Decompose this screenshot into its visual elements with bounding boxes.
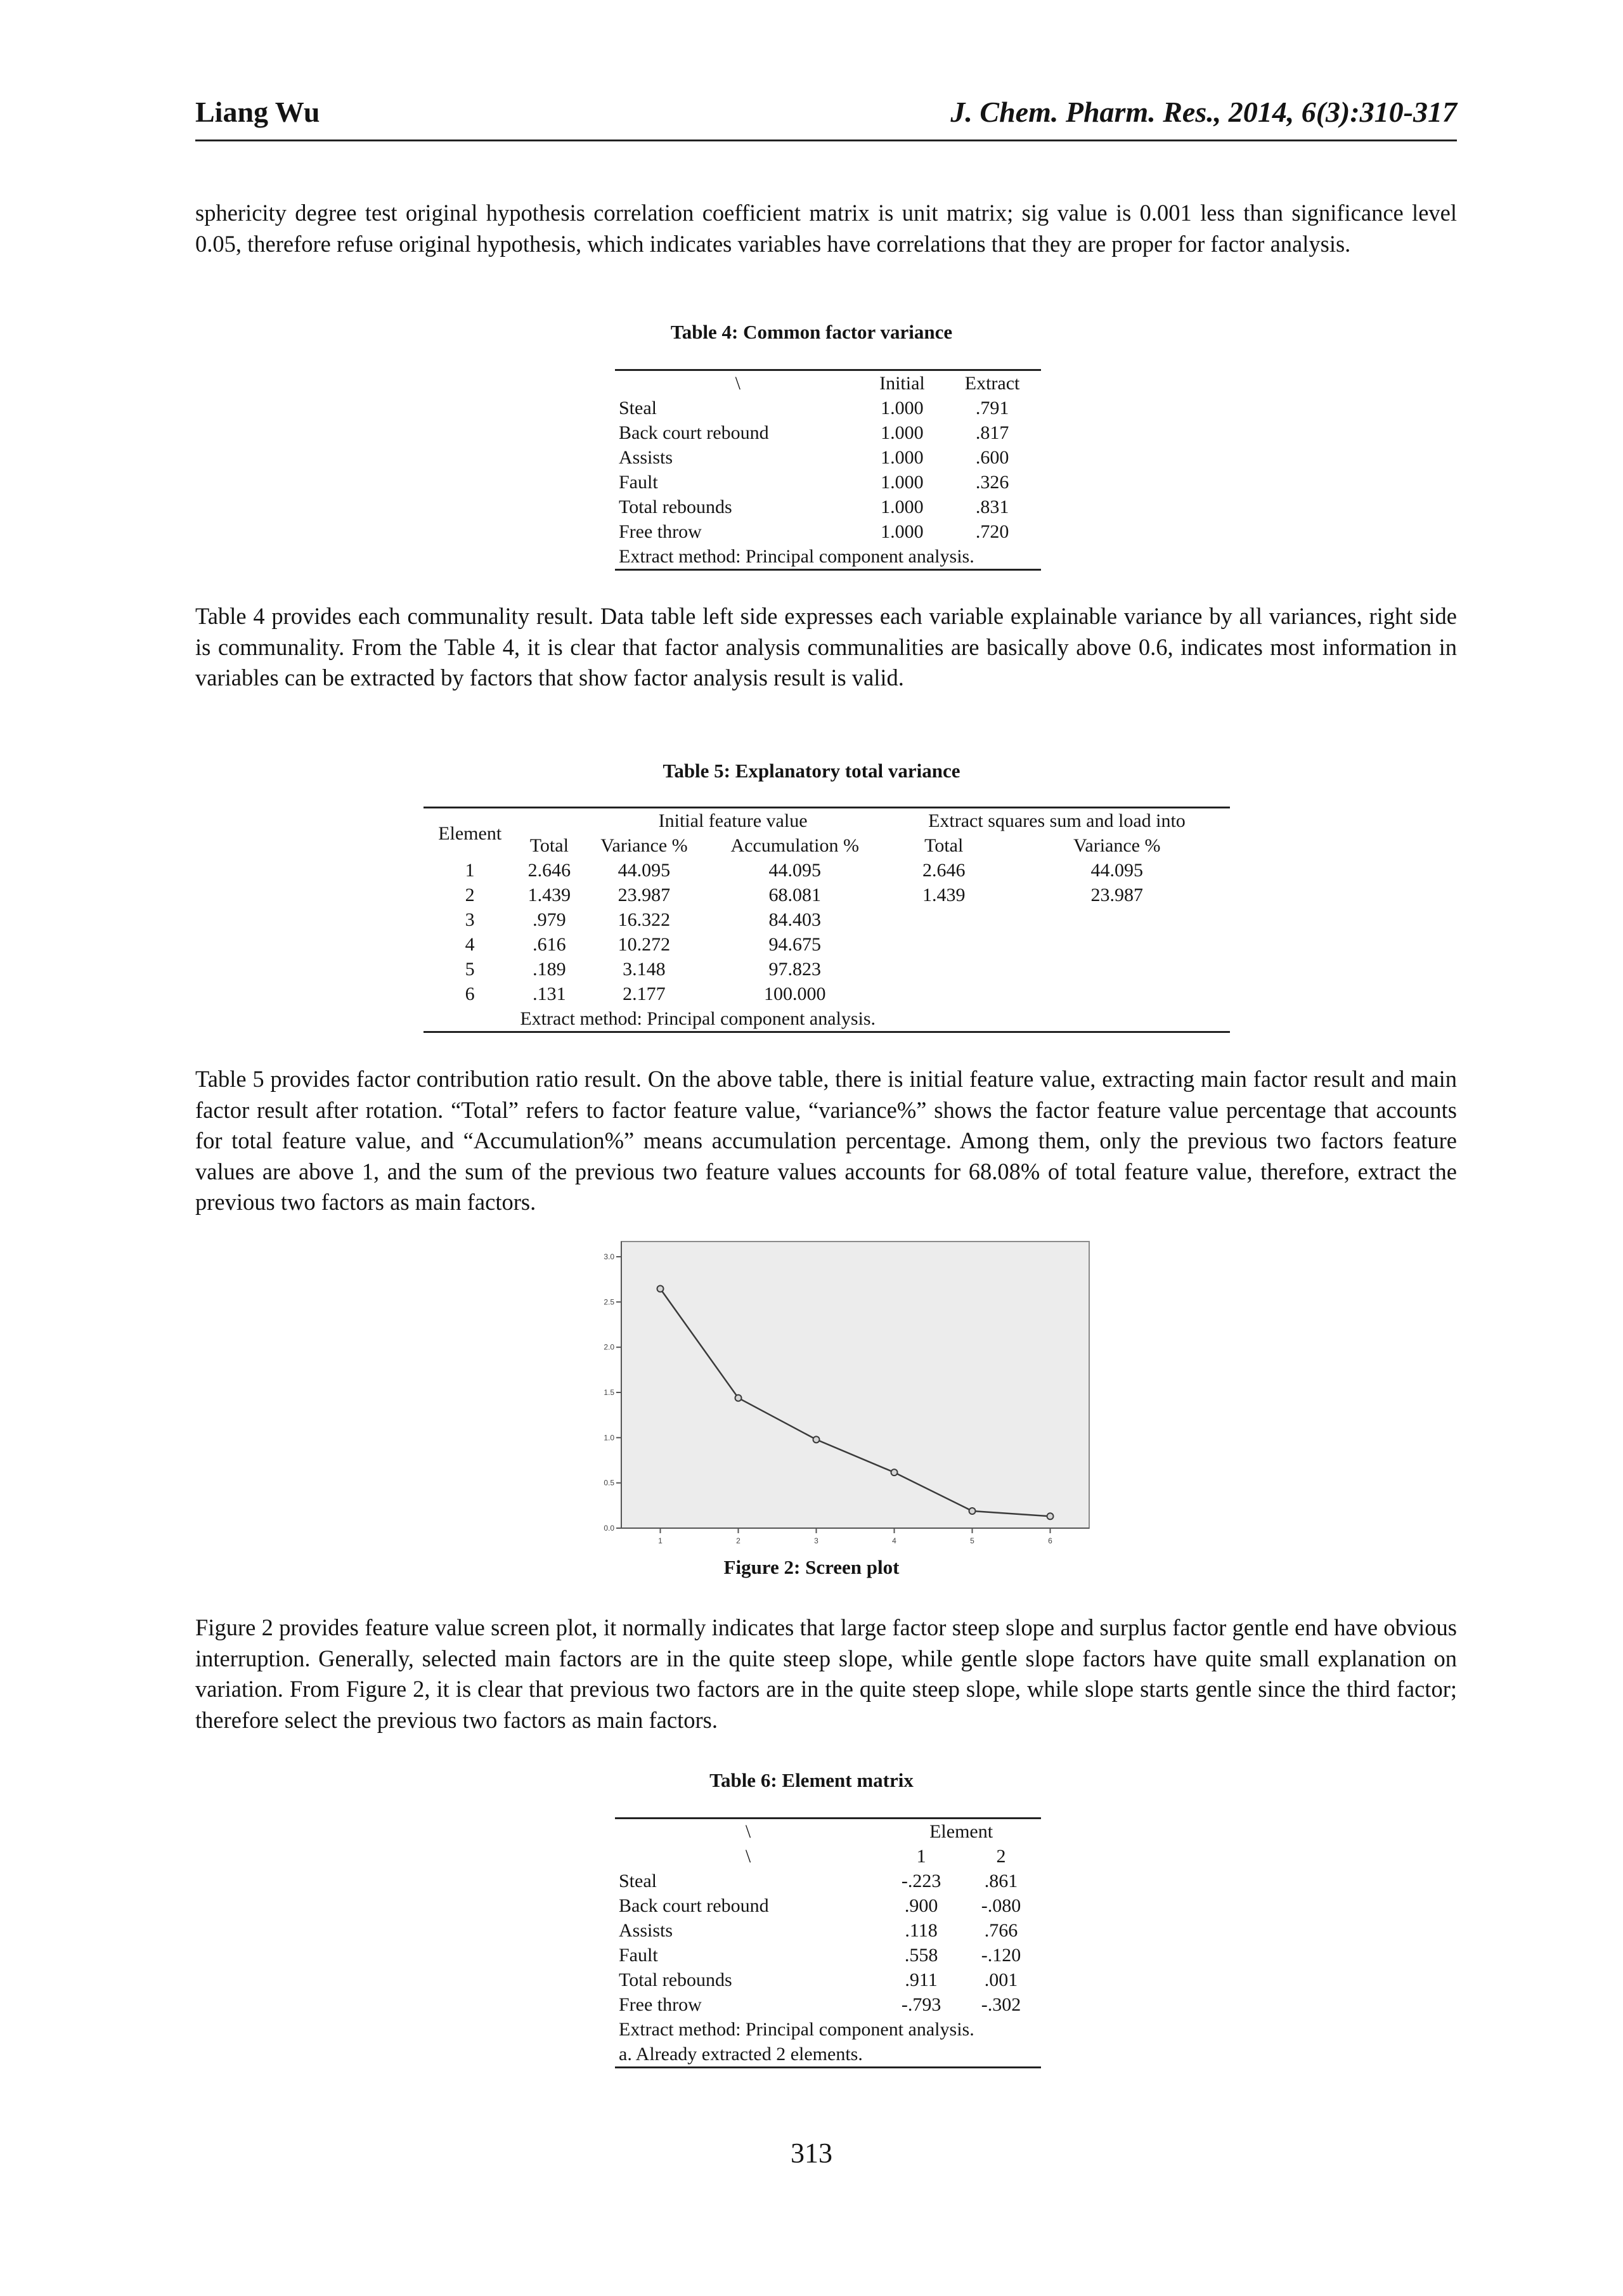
table4-header-extract: Extract <box>964 373 1020 394</box>
table5-header-total: Total <box>529 835 569 856</box>
x-tick-label: 3 <box>814 1536 818 1545</box>
y-tick-label: 2.5 <box>604 1297 614 1307</box>
table-row: 2 1.439 23.987 68.081 1.439 23.987 <box>465 885 1143 905</box>
table-row: Free throw 1.000 .720 <box>619 521 1009 542</box>
table5-header-total2: Total <box>924 835 964 856</box>
x-tick-label: 2 <box>736 1536 740 1545</box>
table-row: Assists .118 .766 <box>619 1920 1018 1941</box>
paragraph-2: Table 4 provides each communality result. Data table left side expresses each variable explainable variance by all variances, right side is communality. From the Table 4, it is clear that factor analysis communalities are basically above 0.6, indicates most information in variables can be extracted by factors that show factor analysis result is valid. <box>195 603 1457 691</box>
header-journal: J. Chem. Pharm. Res., 2014, 6(3):310-317 <box>950 96 1457 128</box>
table5-group-extract: Extract squares sum and load into <box>928 810 1186 831</box>
table-row: 3 .979 16.322 84.403 <box>465 909 821 930</box>
table5-header-variance: Variance % <box>600 835 688 856</box>
data-point <box>969 1508 976 1514</box>
table4-corner: \ <box>735 373 741 394</box>
plot-area <box>621 1242 1089 1528</box>
figure2-caption: Figure 2: Screen plot <box>723 1556 900 1578</box>
table6-header-1: 1 <box>916 1846 926 1867</box>
table4-note: Extract method: Principal component analysis. <box>619 546 974 567</box>
table5-caption: Table 5: Explanatory total variance <box>663 760 960 782</box>
table-row: Total rebounds .911 .001 <box>619 1969 1018 1990</box>
table6-header-2: 2 <box>996 1846 1006 1867</box>
y-tick-label: 2.0 <box>604 1342 614 1352</box>
table-row: Steal -.223 .861 <box>619 1871 1018 1891</box>
y-tick-label: 0.0 <box>604 1524 614 1533</box>
header-rule <box>195 139 1457 141</box>
table-row: 6 .131 2.177 100.000 <box>465 983 826 1004</box>
table-row: Back court rebound 1.000 .817 <box>619 422 1009 443</box>
y-tick-label: 0.5 <box>604 1478 614 1488</box>
table4 <box>615 369 1041 571</box>
table5-header-accum: Accumulation % <box>730 835 859 856</box>
table5-header-variance2: Variance % <box>1073 835 1161 856</box>
y-tick-label: 1.0 <box>604 1433 614 1443</box>
table-row: Back court rebound .900 -.080 <box>619 1895 1021 1916</box>
table6-corner-2: \ <box>745 1846 751 1867</box>
table-row: Free throw -.793 -.302 <box>619 1994 1021 2015</box>
table-row: Total rebounds 1.000 .831 <box>619 496 1009 517</box>
data-point <box>813 1436 820 1443</box>
table-row: Steal 1.000 .791 <box>619 398 1009 418</box>
data-point <box>1047 1513 1054 1519</box>
table-row: 5 .189 3.148 97.823 <box>465 959 821 980</box>
page-number: 313 <box>791 2137 832 2169</box>
page-header <box>195 95 1457 143</box>
table-row: 1 2.646 44.095 44.095 2.646 44.095 <box>465 860 1143 881</box>
table-row: Fault .558 -.120 <box>619 1945 1021 1966</box>
x-tick-label: 6 <box>1048 1536 1052 1545</box>
paragraph-3: Table 5 provides factor contribution ratio result. On the above table, there is initial feature value, extracting main factor result and main factor result after rotation. “Total” refers to factor feature value, “variance%” shows the factor feature value percentage that accounts for total feature value, and “Accumulation%” means accumulation percentage. Among them, only the previous two factors feature values are above 1, and the sum of the previous two feature values accounts for 68.08% of total feature value, therefore, extract the previous two factors as main factors. <box>195 1066 1457 1215</box>
data-point <box>735 1395 742 1401</box>
table5-header-element: Element <box>438 822 502 844</box>
table6-note-2: a. Already extracted 2 elements. <box>619 2044 863 2065</box>
table6-corner-1: \ <box>745 1821 751 1842</box>
x-tick-label: 5 <box>970 1536 974 1545</box>
paragraph-4: Figure 2 provides feature value screen plot, it normally indicates that large factor steep slope and surplus factor gentle end have obvious interruption. Generally, selected main factors are in the quite steep slope, while gentle slope factors have quite small explanation on variation. From Figure 2, it is clear that previous two factors are in the quite steep slope, while slope starts gentle since the third factor; therefore select the previous two factors as main factors. <box>195 1614 1457 1733</box>
y-tick-label: 1.5 <box>604 1388 614 1397</box>
header-author: Liang Wu <box>195 96 320 128</box>
table5 <box>424 807 1230 1033</box>
table4-header-initial: Initial <box>879 373 925 394</box>
table5-note: Extract method: Principal component analysis. <box>520 1008 876 1029</box>
table-row: 4 .616 10.272 94.675 <box>465 934 821 955</box>
scree-plot-chart <box>568 1239 1092 1560</box>
table-row: Fault 1.000 .326 <box>619 472 1009 493</box>
y-tick-label: 3.0 <box>604 1252 614 1261</box>
data-point <box>657 1286 664 1292</box>
paragraph-1: sphericity degree test original hypothesis correlation coefficient matrix is unit matrix; sig value is 0.001 less than significance level 0.05, therefore refuse original hypothesis, which indicates variables have correlations that they are proper for factor analysis. <box>195 200 1457 257</box>
table5-group-initial: Initial feature value <box>658 810 808 831</box>
table6-caption: Table 6: Element matrix <box>709 1769 914 1791</box>
x-tick-label: 1 <box>658 1536 663 1545</box>
data-point <box>891 1469 898 1476</box>
table-row: Assists 1.000 .600 <box>619 447 1009 468</box>
table6-group-element: Element <box>929 1821 993 1842</box>
table6 <box>615 1817 1041 2068</box>
x-tick-label: 4 <box>892 1536 896 1545</box>
table6-note-1: Extract method: Principal component analysis. <box>619 2019 974 2040</box>
table4-caption: Table 4: Common factor variance <box>670 321 953 343</box>
